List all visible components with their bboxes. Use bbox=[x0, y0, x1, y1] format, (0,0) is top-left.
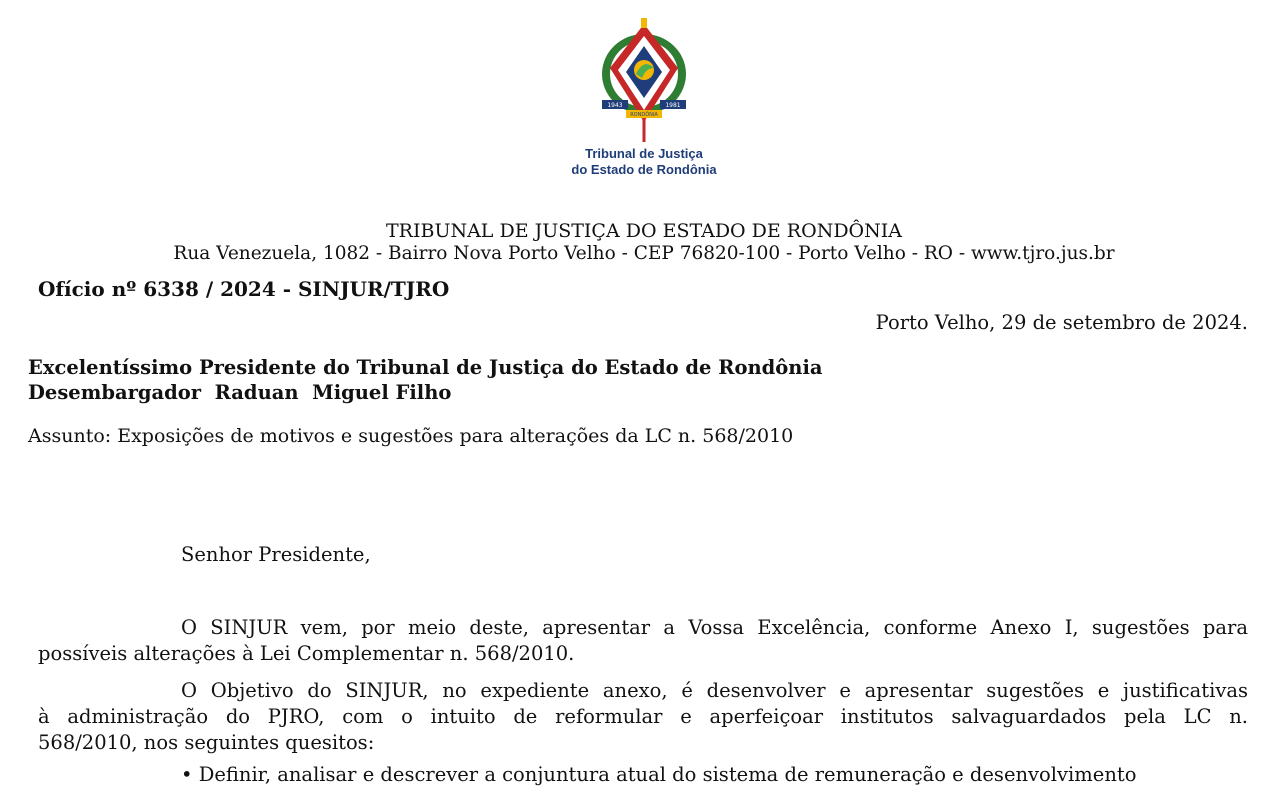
place-date: Porto Velho, 29 de setembro de 2024. bbox=[875, 311, 1248, 334]
office-number: Ofício nº 6338 / 2024 - SINJUR/TJRO bbox=[38, 277, 450, 301]
paragraph-2-line-2: à administração do PJRO, com o intuito de reformular e aperfeiçoar institutos salvaguardados pela LC n. bbox=[38, 705, 1248, 728]
paragraph-2-line-3: 568/2010, nos seguintes quesitos: bbox=[38, 731, 375, 754]
logo-ribbon-text: RONDÔNIA bbox=[630, 112, 658, 118]
logo-year-left: 1943 bbox=[607, 102, 623, 109]
recipient-line1: Excelentíssimo Presidente do Tribunal de Justiça do Estado de Rondônia bbox=[28, 356, 823, 379]
paragraph-1 bbox=[38, 615, 1248, 667]
paragraph-1-line-2: possíveis alterações à Lei Complementar n. 568/2010. bbox=[38, 642, 575, 665]
logo-caption-line1: Tribunal de Justiça bbox=[585, 146, 703, 161]
logo-year-right: 1981 bbox=[665, 102, 681, 109]
paragraph-2 bbox=[38, 678, 1248, 756]
paragraph-1-line-1: O SINJUR vem, por meio deste, apresentar a Vossa Excelência, conforme Anexo I, sugestões para bbox=[181, 616, 1248, 639]
tjro-coat-of-arms-logo bbox=[596, 18, 692, 146]
bullet-item-1: • Definir, analisar e descrever a conjuntura atual do sistema de remuneração e desenvolvimento bbox=[181, 763, 1137, 786]
institution-name: TRIBUNAL DE JUSTIÇA DO ESTADO DE RONDÔNIA bbox=[386, 220, 902, 242]
subject-line: Assunto: Exposições de motivos e sugestões para alterações da LC n. 568/2010 bbox=[28, 425, 794, 447]
recipient-line2: Desembargador Raduan Miguel Filho bbox=[28, 381, 452, 404]
salutation: Senhor Presidente, bbox=[181, 543, 371, 566]
paragraph-2-line-1: O Objetivo do SINJUR, no expediente anexo, é desenvolver e apresentar sugestões e justificativas bbox=[181, 679, 1248, 702]
logo-caption-line2: do Estado de Rondônia bbox=[571, 162, 717, 177]
institution-address: Rua Venezuela, 1082 - Bairro Nova Porto Velho - CEP 76820-100 - Porto Velho - RO - www.tjro.jus.br bbox=[173, 243, 1115, 264]
